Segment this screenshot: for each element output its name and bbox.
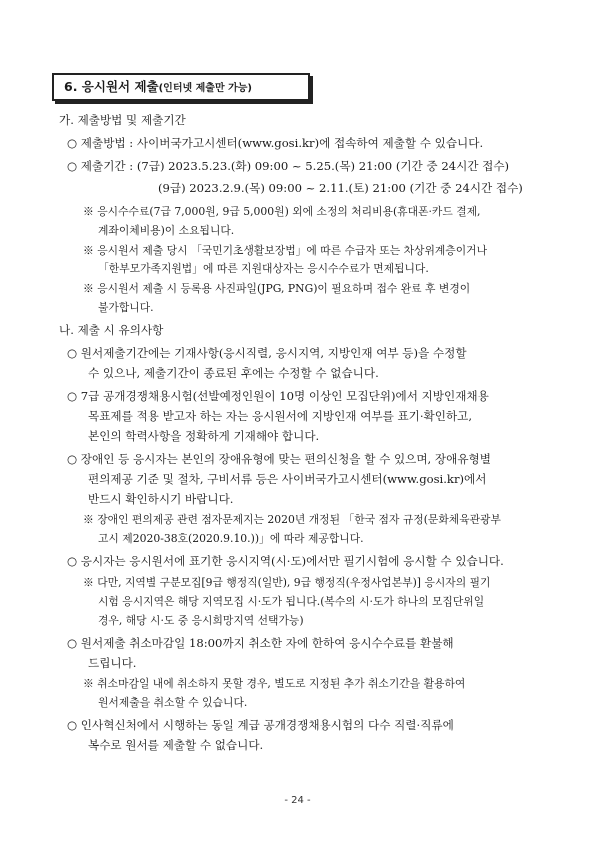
text-line: ○ 7급 공개경쟁채용시험(선발예정인원이 10명 이상인 모집단위)에서 지방인재채용 — [67, 389, 489, 403]
text-line: 경우, 해당 시·도 중 응시희망지역 선택가능) — [98, 614, 304, 627]
section-heading — [52, 73, 310, 101]
text-line: ※ 다만, 지역별 구분모집[9급 행정직(일반), 9급 행정직(우정사업본부)] 응시자의 필기 — [83, 576, 491, 589]
text-line: 수 있으나, 제출기간이 종료된 후에는 수정할 수 없습니다. — [88, 366, 379, 380]
text-line: 계좌이체비용)이 소요됩니다. — [98, 224, 235, 237]
text-line: 가. 제출방법 및 제출기간 — [59, 113, 186, 127]
text-line: 편의제공 기준 및 절차, 구비서류 등은 사이버국가고시센터(www.gosi.kr)에서 — [88, 472, 487, 486]
text-line: 시험 응시지역은 해당 지역모집 시·도가 됩니다.(복수의 시·도가 하나의 모집단위일 — [98, 595, 485, 608]
text-line: 본인의 학력사항을 정확하게 기재해야 합니다. — [88, 429, 320, 443]
text-line: ○ 인사혁신처에서 시행하는 동일 계급 공개경쟁채용시험의 다수 직렬·직류에 — [67, 718, 454, 732]
text-line: ※ 응시원서 제출 당시 「국민기초생활보장법」에 따른 수급자 또는 차상위계층이거나 — [83, 244, 488, 257]
text-line: 「한부모가족지원법」에 따른 지원대상자는 응시수수료가 면제됩니다. — [98, 262, 429, 275]
section-title: 6. 응시원서 제출 — [64, 79, 159, 94]
text-line: 복수로 원서를 제출할 수 없습니다. — [88, 738, 264, 752]
section-title-note: (인터넷 제출만 가능) — [158, 83, 252, 94]
text-line: 나. 제출 시 유의사항 — [59, 323, 164, 337]
text-line: 드립니다. — [88, 656, 137, 670]
text-line: 목표제를 적용 받고자 하는 자는 응시원서에 지방인재 여부를 표기·확인하고, — [88, 409, 473, 423]
text-line: 고시 제2020-38호(2020.9.10.))」에 따라 제공합니다. — [98, 532, 364, 545]
page-number: - 24 - — [284, 795, 311, 806]
text-line: 원서제출을 취소할 수 있습니다. — [98, 696, 248, 709]
text-line: ○ 응시자는 응시원서에 표기한 응시지역(시·도)에서만 필기시험에 응시할 수 있습니다. — [67, 554, 504, 568]
text-line: ※ 취소마감일 내에 취소하지 못할 경우, 별도로 지정된 추가 취소기간을 활용하여 — [83, 677, 466, 690]
text-line: ○ 원서제출기간에는 기재사항(응시직렬, 응시지역, 지방인재 여부 등)을 수정할 — [67, 346, 467, 360]
text-line: ○ 장애인 등 응시자는 본인의 장애유형에 맞는 편의신청을 할 수 있으며, 장애유형별 — [67, 452, 491, 466]
text-line: ※ 장애인 편의제공 관련 점자문제지는 2020년 개정된 「한국 점자 규정(문화체육관광부 — [83, 513, 501, 526]
text-line: ○ 원서제출 취소마감일 18:00까지 취소한 자에 한하여 응시수수료를 환불해 — [67, 636, 454, 650]
text-line: ※ 응시수수료(7급 7,000원, 9급 5,000원) 외에 소정의 처리비용(휴대폰·카드 결제, — [83, 205, 481, 218]
text-line: 반드시 확인하시기 바랍니다. — [88, 492, 234, 506]
text-line: ※ 응시원서 제출 시 등록용 사진파일(JPG, PNG)이 필요하며 접수 완료 후 변경이 — [83, 282, 471, 295]
text-line: ○ 제출방법 : 사이버국가고시센터(www.gosi.kr)에 접속하여 제출할 수 있습니다. — [67, 136, 484, 150]
text-line: (9급) 2023.2.9.(목) 09:00 ~ 2.11.(토) 21:00 (기간 중 24시간 접수) — [158, 181, 523, 195]
text-line: ○ 제출기간 : (7급) 2023.5.23.(화) 09:00 ~ 5.25.(목) 21:00 (기간 중 24시간 접수) — [67, 159, 510, 173]
text-line: 불가합니다. — [98, 301, 154, 314]
